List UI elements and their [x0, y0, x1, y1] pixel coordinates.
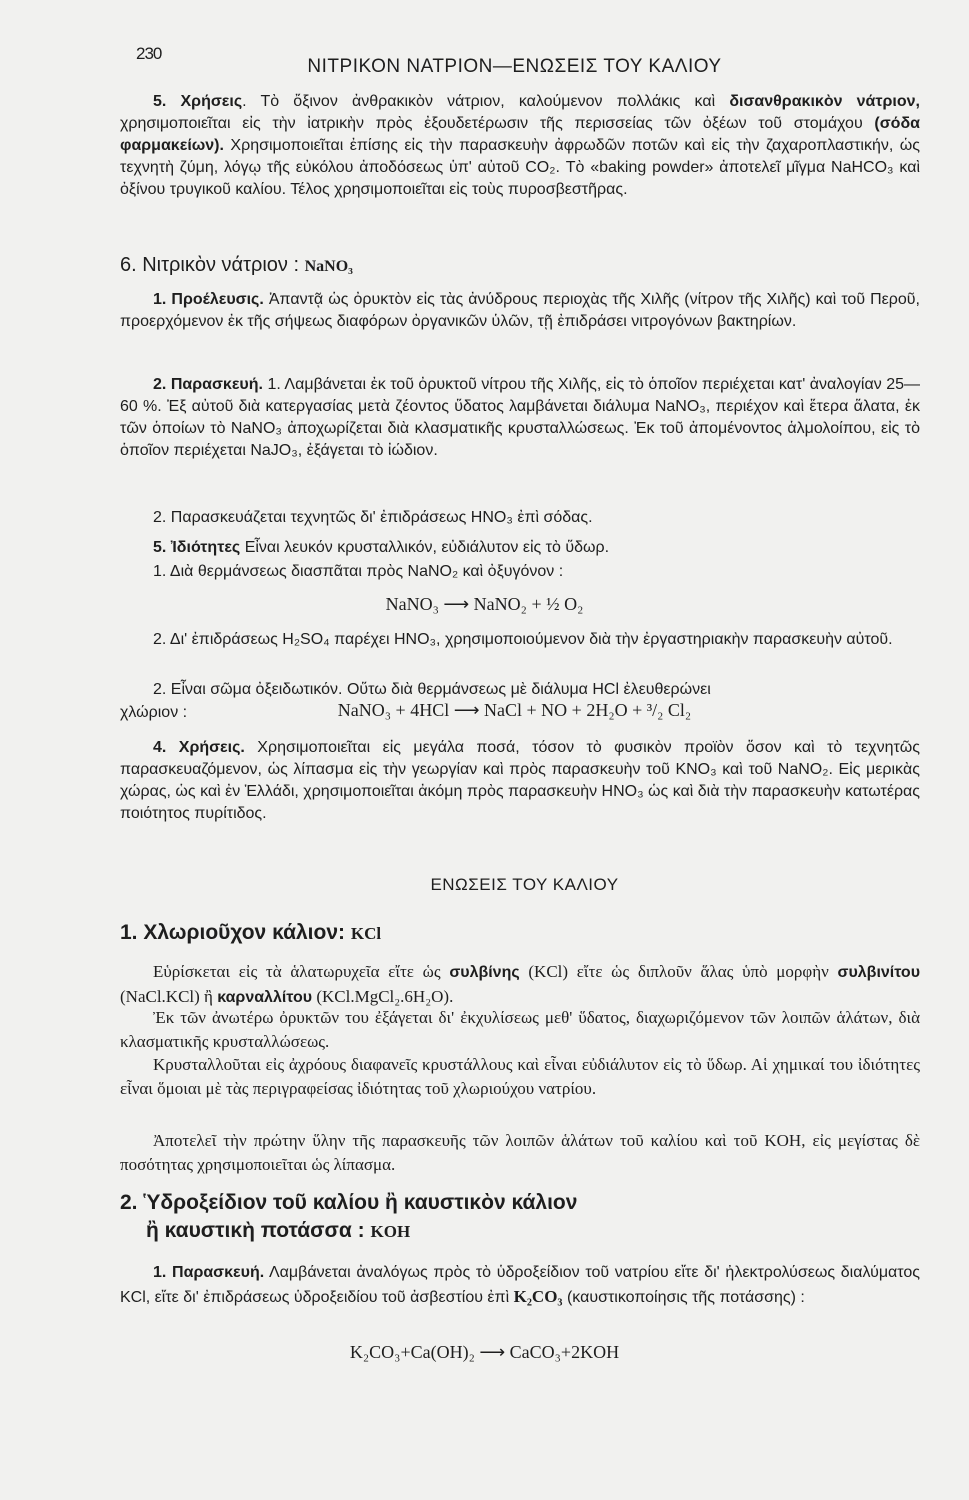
properties-3b: χλώριον : [120, 704, 188, 721]
properties-1: 1. Διὰ θερμάνσεως διασπᾶται πρὸς NaNO₂ καὶ ὀξυγόνον : [153, 563, 564, 580]
bold-term: συλβινίτου [837, 964, 921, 981]
kcl-paragraph-2: Ἐκ τῶν ἀνωτέρω ὀρυκτῶν του ἐξάγεται δι' ἐκχυλίσεως μεθ' ὕδατος, διαχωριζόμενον τῶν λοιπῶν ἁλάτων, διὰ κλασματικῆς κρυσταλλώσεως. [120, 1008, 920, 1051]
text: 1. Λαμβάνεται ἐκ τοῦ ὀρυκτοῦ νίτρου τῆς Χιλῆς, εἰς τὸ ὁποῖον περιέχεται κατ' ἀναλογίαν 25—60 %. Ἐξ αὐτοῦ διὰ κατεργασίας μετὰ ζέοντος ὕδατος λαμβάνεται διάλυμα NaNO₃, περιέχον καὶ ἕτερα ἅλατα, ἐκ τῶν ὁποίων τὸ NaNO₃ ἀποχωρίζεται διὰ κλασματικῆς κρυσταλλώσεως. Ἐκ τοῦ ἀπομένοντος ἁλμολοίπου, εἰς τὸ ὁποῖον περιέχεται NaJO₃, ἐξάγεται τὸ ἰώδιον. [120, 376, 921, 459]
text: Χρησιμοποιεῖται ἐπίσης εἰς τὴν παρασκευὴν ἀφρωδῶν ποτῶν καὶ εἰς τὴν ζαχαροπλαστικήν, ὡς τεχνητὴ ζύμη, λόγῳ τῆς εὐκόλου ἀποδόσεως ὑπ' αὐτοῦ CO₂. Τὸ «baking powder» ἀποτελεῖ μῖγμα NaHCO₃ καὶ ὀξίνου τρυγικοῦ καλίου. Τέλος χρησιμοποιεῖται εἰς τοὺς πυροσβεστῆρας. [120, 137, 920, 198]
text: (KCl) εἴτε ὡς διπλοῦν ἅλας ὑπὸ μορφὴν [519, 962, 838, 981]
koh-preparation-paragraph [120, 1260, 920, 1310]
text: Ἀπαντᾷ ὡς ὀρυκτὸν εἰς τὰς ἀνύδρους περιοχὰς τῆς Χιλῆς (νίτρον τῆς Χιλῆς) καὶ τοῦ Περοῦ, προερχόμενον ἐκ τῆς σήψεως διαφόρων ὀργανικῶν ὑλῶν, τῇ ἐπιδράσει νιτρογόνων βακτηρίων. [120, 291, 921, 330]
kcl-paragraph-3: Κρυσταλλοῦται εἰς ἀχρόους διαφανεῖς κρυστάλλους καὶ εἶναι εὐδιάλυτον εἰς τὸ ὕδωρ. Αἱ χημικαί του ἰδιότητες εἶναι ὅμοιαι μὲ τὰς περιγραφείσας ἰδιότητας τοῦ χλωριούχου νατρίου. [120, 1055, 920, 1098]
text: (NaCl.KCl) ἢ [120, 986, 218, 1006]
heading-formula: NaNO₃ [304, 258, 353, 275]
heading-koh [120, 1191, 577, 1243]
bold-term: (σόδα φαρμακείων). [120, 115, 920, 154]
origin-paragraph [120, 289, 920, 333]
equation-1: NaNO₃ ⟶ NaNO₂ + ½ O₂ [385, 594, 584, 614]
heading-line-2: ἢ καυστικὴ ποτάσσα : [146, 1219, 365, 1242]
section-title-potassium: ΕΝΩΣΕΙΣ ΤΟΥ ΚΑΛΙΟΥ [430, 875, 619, 894]
formula: K₂CO₃ [513, 1287, 563, 1306]
kcl-paragraph-4: Ἀποτελεῖ τὴν πρώτην ὕλην τῆς παρασκευῆς τῶν λοιπῶν ἁλάτων τοῦ καλίου καὶ τοῦ KOH, εἰς μεγίστας δὲ ποσότητας χρησιμοποιεῖται ὡς λίπασμα. [120, 1131, 920, 1174]
bold-term: καρναλλίτου [217, 988, 313, 1006]
lead: 5. Ἰδιότητες [153, 539, 241, 556]
section-heading-sodium-nitrate [120, 254, 353, 279]
properties-3: 2. Εἶναι σῶμα ὀξειδωτικόν. Οὕτω διὰ θερμάνσεως μὲ διάλυμα HCl ἐλευθερώνει [153, 681, 711, 698]
uses-lead: 5. Χρήσεις [153, 93, 243, 110]
bold-term: συλβίνης [449, 964, 520, 981]
lead: 4. Χρήσεις. [153, 739, 245, 756]
heading-formula: KOH [370, 1222, 411, 1241]
text: Λαμβάνεται ἀναλόγως πρὸς τὸ ὑδροξείδιον τοῦ νατρίου εἴτε δι' ἠλεκτρολύσεως διαλύματος KCl, εἴτε δι' ἐπιδράσεως ὑδροξειδίου τοῦ ἀσβεστίου ἐπὶ [120, 1264, 921, 1306]
text: χρησιμοποιεῖται εἰς τὴν ἰατρικὴν πρὸς ἐξουδετέρωσιν τῆς περισσείας τῶν ὀξέων τοῦ στομάχου [120, 115, 875, 132]
text: (καυστικοποίησις τῆς ποτάσσης) : [562, 1289, 805, 1306]
preparation-2: 2. Παρασκευάζεται τεχνητῶς δι' ἐπιδράσεως HNO₃ ἐπὶ σόδας. [153, 509, 593, 526]
running-head: ΝΙΤΡΙΚΟΝ ΝΑΤΡΙΟΝ—ΕΝΩΣΕΙΣ ΤΟΥ ΚΑΛΙΟΥ [307, 56, 722, 77]
uses-nitrate-paragraph [120, 737, 920, 825]
equation-3: K₂CO₃+Ca(OH)₂ ⟶ CaCO₃+2KOH [349, 1342, 620, 1362]
heading-text: 6. Νιτρικὸν νάτριον : [120, 254, 300, 276]
properties-paragraph [120, 537, 920, 559]
uses-paragraph [120, 91, 920, 201]
lead: 2. Παρασκευή. [153, 376, 263, 393]
text: . Τὸ ὄξινον ἀνθρακικὸν νάτριον, καλούμενον πολλάκις καὶ [242, 93, 730, 110]
page-number: 230 [136, 44, 162, 63]
preparation-paragraph [120, 374, 920, 462]
heading-kcl [120, 921, 381, 945]
equation-2: NaNO₃ + 4HCl ⟶ NaCl + NO + 2H₂O + ³/₂ Cl₂ [337, 700, 692, 720]
text: (KCl.MgCl₂.6H₂O). [312, 986, 454, 1006]
heading-text: 1. Χλωριοῦχον κάλιον: [120, 921, 346, 944]
lead: 1. Προέλευσις. [153, 291, 264, 308]
text: Εὑρίσκεται εἰς τὰ ἁλατωρυχεῖα εἴτε ὡς [153, 962, 450, 981]
kcl-paragraph-1 [120, 960, 920, 1009]
heading-line-1: 2. Ὑδροξείδιον τοῦ καλίου ἢ καυστικὸν κάλιον [120, 1191, 578, 1214]
bold-term: δισανθρακικὸν νάτριον, [729, 93, 920, 110]
text: Χρησιμοποιεῖται εἰς μεγάλα ποσά, τόσον τὸ φυσικὸν προϊὸν ὅσον καὶ τὸ τεχνητῶς παρασκευαζόμενον, ὡς λίπασμα εἰς τὴν γεωργίαν καὶ πρὸς παρασκευὴν τοῦ KNO₃ καὶ τοῦ NaNO₂. Εἰς μερικὰς χώρας, ὡς καὶ ἐν Ἑλλάδι, χρησιμοποιεῖται ἀκόμη πρὸς παρασκευὴν HNO₃ ὡς καὶ διὰ τὴν παρασκευὴν κατωτέρας ποιότητος πυρίτιδος. [120, 739, 921, 822]
lead: 1. Παρασκευή. [153, 1264, 265, 1281]
heading-formula: KCl [350, 924, 382, 943]
text: Εἶναι λευκόν κρυσταλλικόν, εὐδιάλυτον εἰς τὸ ὕδωρ. [240, 539, 610, 556]
properties-2: 2. Δι' ἐπιδράσεως H₂SO₄ παρέχει HNO₃, χρησιμοποιούμενον διὰ τὴν ἐργαστηριακὴν παρασκευὴν αὐτοῦ. [153, 631, 893, 648]
